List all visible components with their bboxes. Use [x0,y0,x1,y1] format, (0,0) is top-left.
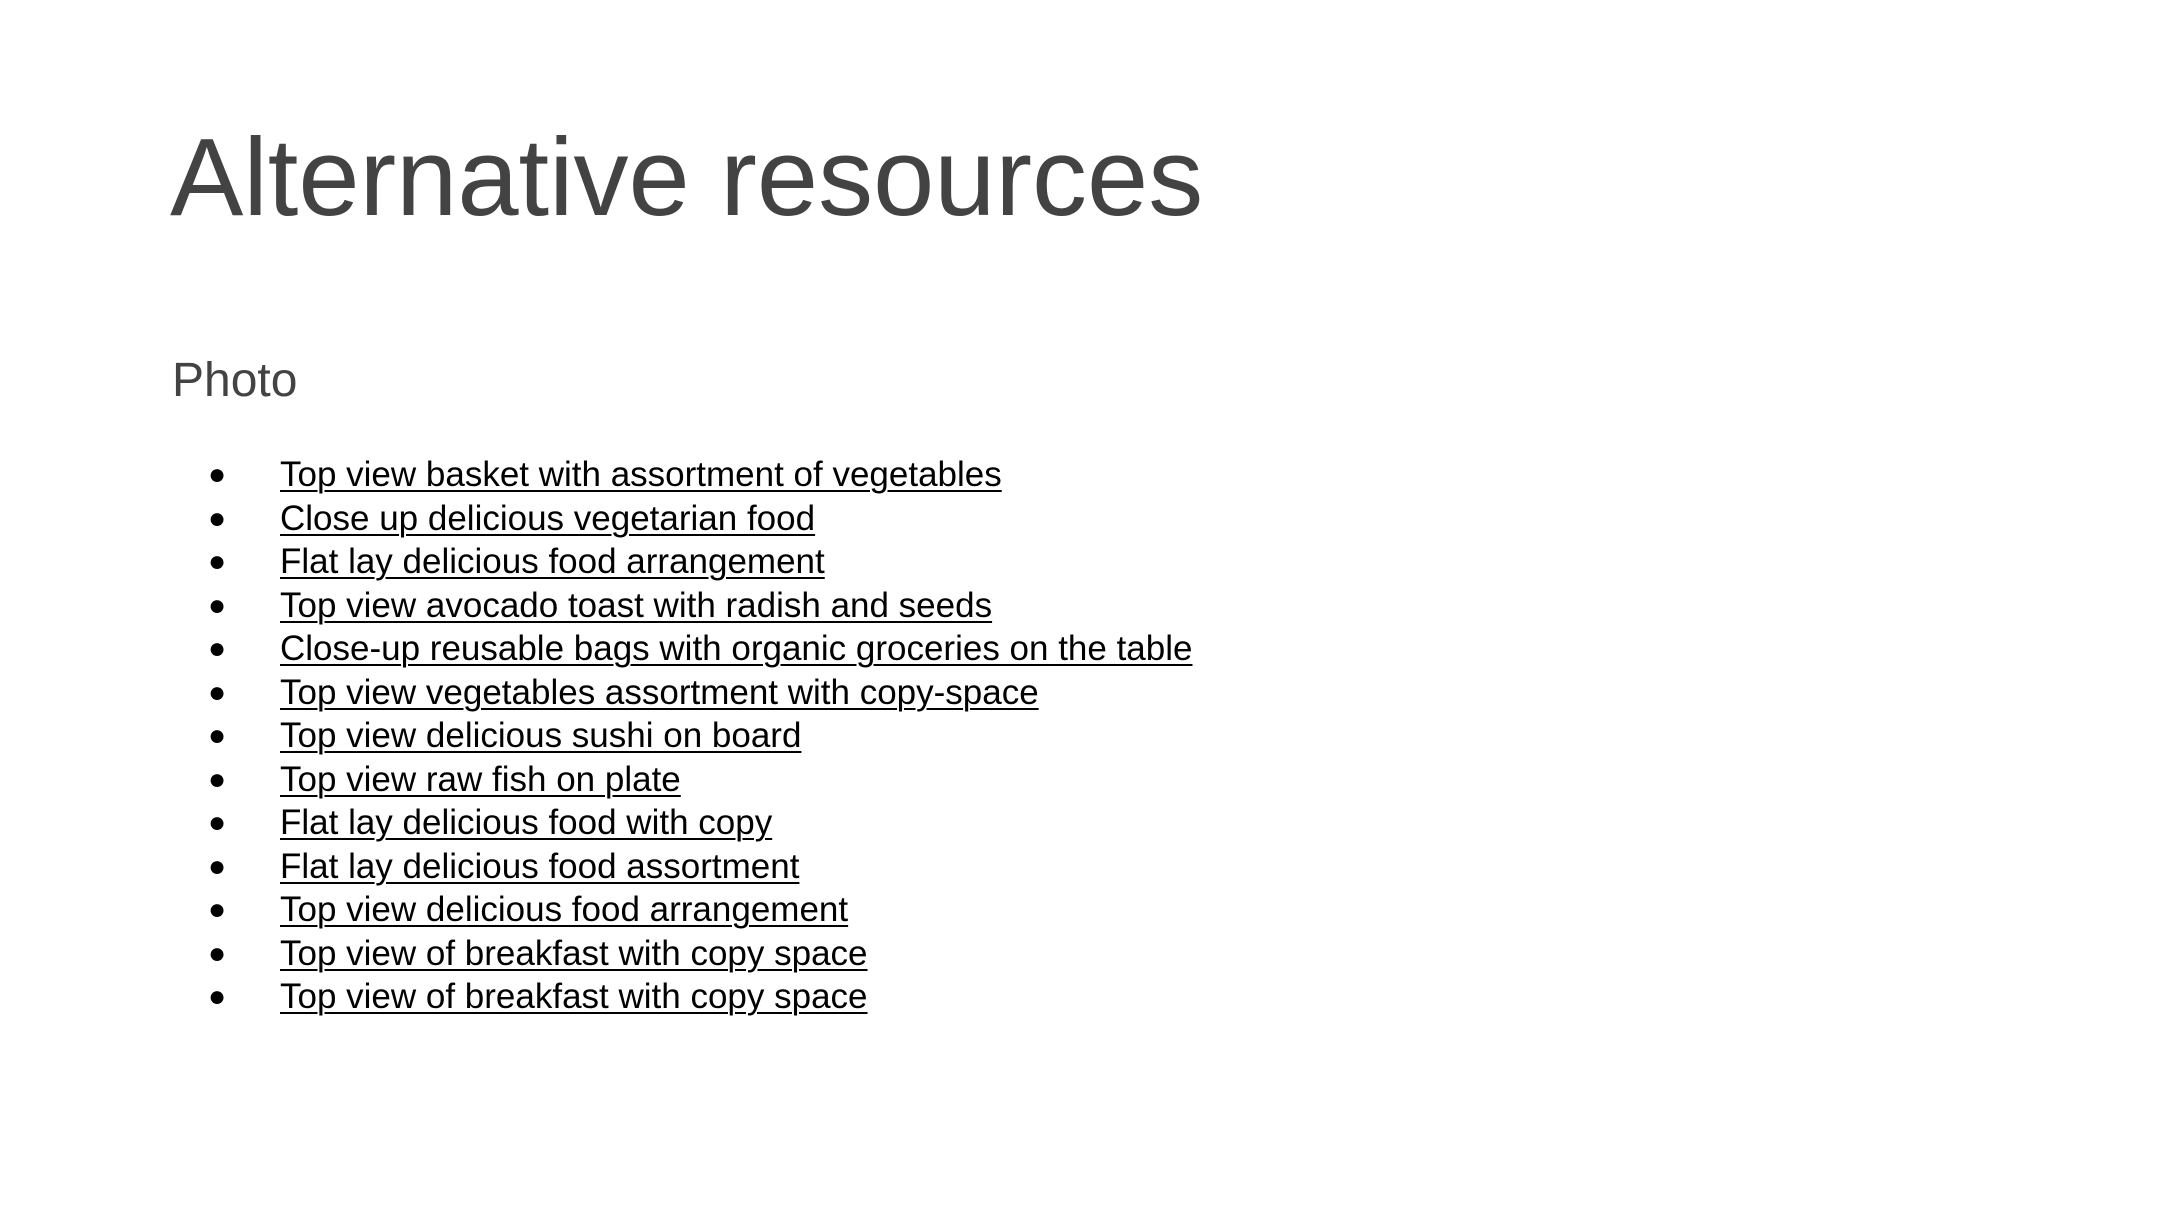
resource-link[interactable]: Top view vegetables assortment with copy-space [280,672,1039,712]
resource-link[interactable]: Top view of breakfast with copy space [280,977,868,1016]
bullet-icon: ● [208,632,227,665]
bullet-icon: ● [208,458,227,491]
resource-link[interactable]: Top view delicious food arrangement [280,890,849,929]
bullet-icon: ● [208,936,227,970]
resource-link[interactable]: Flat lay delicious food arrangement [280,542,825,581]
resource-link[interactable]: Close-up reusable bags with organic groceries on the table [280,629,1193,668]
bullet-icon: ● [208,675,227,709]
resource-link[interactable]: Flat lay delicious food with copy [280,803,773,842]
resource-link[interactable]: Close up delicious vegetarian food [280,498,816,538]
bullet-icon: ● [208,893,227,926]
bullet-icon: ● [208,719,227,752]
resource-link[interactable]: Top view of breakfast with copy space [280,933,868,973]
bullet-icon: ● [208,545,227,578]
resource-link[interactable]: Top view avocado toast with radish and seeds [280,585,993,625]
bullet-icon: ● [208,980,227,1013]
bullet-icon: ● [208,588,227,622]
bullet-icon: ● [208,806,227,839]
slide-title: Alternative resources [170,116,1204,239]
bullet-icon: ● [208,501,227,535]
section-heading: Photo [172,354,298,407]
resource-link[interactable]: Top view delicious sushi on board [280,716,802,755]
bullet-icon: ● [208,762,227,796]
bullet-icon: ● [208,849,227,883]
resource-link[interactable]: Top view raw fish on plate [280,759,681,799]
resource-link[interactable]: Top view basket with assortment of vegetables [280,455,1002,494]
resource-link[interactable]: Flat lay delicious food assortment [280,846,800,886]
